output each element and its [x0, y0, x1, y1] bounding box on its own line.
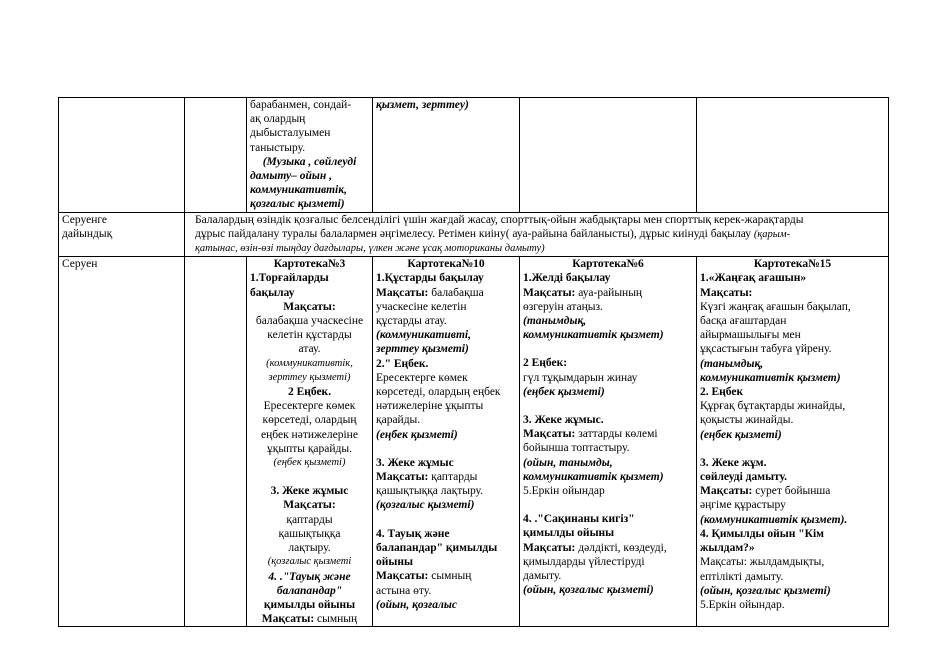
- activity-type-note: коммуникативтік қызмет): [700, 371, 841, 384]
- walk-card-15: [697, 257, 889, 627]
- goal-label: Мақсаты:: [376, 286, 429, 299]
- text-line: көрсетеді, олардың еңбек: [376, 386, 501, 399]
- activity-heading: 1.Желді бақылау: [523, 272, 611, 285]
- activity-type-note: (коммуникативтік,: [266, 357, 353, 369]
- prep-text-line: Балалардың өзіндік қозғалыс белсенділігі үшін жағдай жасау, спорттық-ойын жабдықтары мен спорттық керек-жарақтарды: [195, 213, 804, 226]
- activity-heading: 2. Еңбек: [700, 386, 744, 399]
- goal-label: Мақсаты:: [523, 286, 576, 299]
- text-line: өзгеруін атаңыз.: [523, 300, 603, 313]
- text-line: келетін құстарды: [267, 329, 352, 342]
- text-line: гүл тұқымдарын жинау: [523, 371, 638, 384]
- text-line: әңгіме құрастыру: [700, 499, 786, 512]
- activity-heading: балапандар": [276, 584, 343, 597]
- activity-type-note: коммуникативтік қызмет): [523, 470, 664, 483]
- activity-heading: сөйлеуді дамыту.: [700, 471, 788, 484]
- activity-type-note: (коммуникативті,: [376, 329, 471, 342]
- row1-col3-cell: [247, 98, 373, 213]
- walk-prep-label-cell: [59, 212, 185, 257]
- text-line: қоқысты жинайды.: [700, 414, 794, 427]
- text-line: Құрғақ бұтақтарды жинайды,: [700, 400, 846, 413]
- walk-prep-text-cell: [185, 212, 889, 257]
- activity-type-note: (ойын, қозғалыс қызметі): [523, 584, 654, 597]
- subject-note: (Музыка , сөйлеуді: [262, 155, 357, 168]
- card-title: Картотека№3: [273, 258, 346, 271]
- card-title: Картотека№10: [407, 258, 485, 271]
- activity-heading: ойыны: [376, 556, 413, 569]
- subject-note: коммуникативтік,: [250, 184, 347, 197]
- card-title: Картотека№15: [753, 258, 832, 271]
- text-line: барабанмен, сондай-: [250, 99, 352, 111]
- text-line: жылдамдықты,: [749, 556, 825, 569]
- activity-heading: қимылды ойыны: [523, 527, 615, 540]
- text-line: қашықтыққа: [278, 527, 341, 540]
- activity-heading: 4. ."Тауық және: [268, 570, 351, 583]
- activity-heading: 1.Құстарды бақылау: [376, 272, 484, 285]
- text-line: құстарды атау.: [376, 315, 447, 328]
- walk-label-cell: [59, 257, 185, 627]
- activity-heading: 4. Тауық және: [376, 527, 450, 540]
- text-line: заттарды көлемі: [578, 428, 658, 441]
- goal-label: Мақсаты:: [283, 499, 336, 512]
- text-line: қаптарды: [431, 471, 478, 484]
- text-line: еңбек нәтижелеріне: [261, 428, 358, 441]
- text-line: 5.Еркін ойындар.: [700, 598, 785, 611]
- text-line: дамыту.: [523, 570, 562, 583]
- activity-type-note: (ойын, қозғалыс: [376, 598, 457, 611]
- walk-card-3: [247, 257, 373, 627]
- activity-heading: жылдам?»: [700, 542, 755, 555]
- activity-heading: 4. ."Сақинаны кигіз": [523, 513, 635, 526]
- activity-type-note: (ойын, қозғалыс қызметі): [700, 584, 831, 597]
- text-line: көрсетеді, олардың: [262, 414, 357, 427]
- goal-label: Мақсаты:: [283, 300, 336, 313]
- text-line: Ересектерге көмек: [263, 400, 356, 413]
- activity-type-note: (қозғалыс қызметі: [267, 556, 352, 568]
- card-title: Картотека№6: [572, 258, 644, 271]
- activity-type-note: (қозғалыс қызметі): [376, 499, 475, 512]
- text-line: ептілікті дамыту.: [700, 570, 784, 583]
- activity-type-note: (танымдық,: [523, 315, 587, 328]
- activity-type-note: (еңбек қызметі): [376, 428, 458, 441]
- goal-label: Мақсаты:: [523, 541, 576, 554]
- subject-note: қызмет, зерттеу): [376, 99, 469, 111]
- walk-card-10: [373, 257, 520, 627]
- text-line: ұқыпты қарайды.: [267, 442, 352, 455]
- text-line: ауа-райының: [578, 286, 643, 299]
- activity-heading: 2 Еңбек:: [523, 357, 568, 370]
- row1-label-cell: [59, 98, 185, 213]
- activity-type-note: зерттеу қызметі): [376, 343, 469, 356]
- activity-type-note: зерттеу қызметі): [268, 371, 351, 383]
- activity-type-note: коммуникативтік қызмет): [523, 329, 664, 342]
- row1-empty-cell: [185, 98, 247, 213]
- text-line: таныстыру.: [250, 141, 306, 154]
- text-line: лақтыру.: [288, 542, 331, 555]
- prep-note: (қарым-: [753, 228, 791, 240]
- text-line: ақ олардың: [250, 113, 306, 126]
- activity-heading: балапандар" қимылды: [376, 541, 498, 554]
- activity-heading: 2." Еңбек.: [376, 357, 429, 370]
- goal-label: Мақсаты:: [376, 471, 429, 484]
- table-row-continuation: [59, 98, 889, 213]
- activity-heading: 4. Қимылды ойын "Кім: [700, 527, 825, 540]
- text-line: 5.Еркін ойындар: [523, 485, 605, 498]
- text-line: бойынша топтастыру.: [523, 442, 630, 455]
- activity-heading: 1.Торғайларды: [250, 272, 329, 285]
- text-line: сымның: [431, 570, 472, 583]
- text-line: қашықтыққа лақтыру.: [376, 485, 484, 498]
- text-line: нәтижелеріне ұқыпты: [376, 400, 484, 413]
- text-line: Ересектерге көмек: [376, 371, 468, 384]
- activity-heading: 3. Жеке жұм.: [700, 456, 767, 469]
- text-line: айырмашылығы мен: [700, 329, 801, 342]
- goal-label: Мақсаты:: [700, 286, 753, 299]
- activity-type-note: (еңбек қызметі): [700, 428, 782, 441]
- row1-col4-cell: [373, 98, 520, 213]
- row-label: Серуен: [62, 258, 98, 271]
- activity-type-note: (ойын, танымды,: [523, 456, 613, 469]
- row1-col6-cell: [697, 98, 889, 213]
- activity-heading: 2 Еңбек.: [287, 386, 332, 399]
- goal-label: Мақсаты:: [700, 485, 753, 498]
- schedule-table: [58, 97, 889, 627]
- subject-note: қозғалыс қызметі): [250, 198, 345, 211]
- activity-type-note: (коммуникативтік қызмет).: [700, 513, 848, 526]
- row-label: дайындық: [62, 227, 113, 240]
- activity-heading: бақылау: [250, 286, 295, 299]
- prep-text-line: дұрыс пайдалану туралы балалармен әңгімелесу. Ретімен киіну( ауа-райына байланысты), дұрыс киінуді бақылау: [195, 227, 751, 240]
- activity-heading: қимылды ойыны: [263, 598, 356, 611]
- prep-note: қатынас, өзін-өзі тыңдау дағдылары, үлкен және ұсақ моториканы дамыту): [195, 243, 545, 255]
- text-line: дәлдікті, көздеуді,: [578, 541, 667, 554]
- row-label: Серуенге: [62, 213, 108, 226]
- text-line: астына өту.: [376, 584, 432, 597]
- activity-heading: 1.«Жаңғақ ағашын»: [700, 272, 807, 285]
- text-line: Күзгі жаңғақ ағашын бақылап,: [700, 300, 851, 313]
- goal-label: Мақсаты:: [523, 428, 576, 441]
- activity-type-note: (еңбек қызметі): [273, 457, 346, 469]
- activity-heading: 3. Жеке жұмыс: [270, 485, 349, 498]
- walk-card-6: [520, 257, 697, 627]
- text-line: қарайды.: [376, 414, 421, 427]
- goal-label: Мақсаты:: [376, 570, 429, 583]
- text-line: учаскесіне келетін: [376, 300, 467, 313]
- row1-col5-cell: [520, 98, 697, 213]
- text-line: дыбысталуымен: [250, 127, 331, 140]
- text-line: сымның: [317, 613, 358, 626]
- activity-type-note: (танымдық,: [700, 357, 764, 370]
- activity-heading: 3. Жеке жұмыс.: [523, 414, 604, 427]
- subject-note: дамыту– ойын ,: [250, 170, 332, 183]
- text-line: балабақша учаскесіне: [255, 315, 364, 328]
- goal-label: Мақсаты:: [700, 556, 747, 569]
- text-line: басқа ағаштардан: [700, 315, 787, 328]
- text-line: қаптарды: [286, 513, 333, 526]
- activity-type-note: (еңбек қызметі): [523, 385, 605, 398]
- text-line: атау.: [298, 343, 321, 356]
- text-line: қимылдарды үйлестіруді: [523, 555, 645, 568]
- walk-empty-cell: [185, 257, 247, 627]
- table-row-walk-prep: [59, 212, 889, 257]
- text-line: балабақша: [431, 286, 484, 299]
- text-line: сурет бойынша: [755, 485, 831, 498]
- text-line: ұқсастығын табуға үйрену.: [700, 343, 832, 356]
- goal-label: Мақсаты:: [261, 613, 315, 626]
- activity-heading: 3. Жеке жұмыс: [376, 456, 454, 469]
- table-row-walk: [59, 257, 889, 627]
